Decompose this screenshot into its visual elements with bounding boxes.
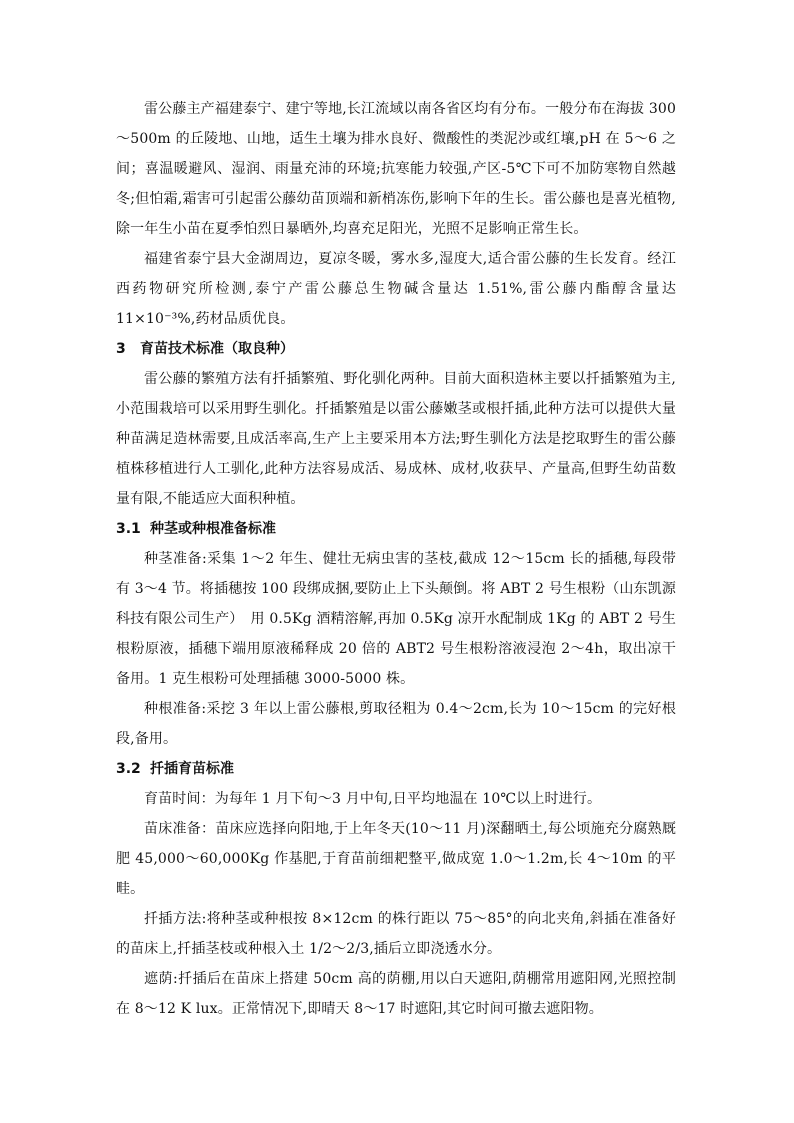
section-number: 3.1 — [116, 521, 141, 537]
paragraph-root-preparation: 种根准备:采挖 3 年以上雷公藤根,剪取径粗为 0.4～2cm,长为 10～15cm 的完好根段,备用。 — [116, 701, 676, 747]
paragraph-cutting-method: 扦插方法:将种茎或种根按 8×12cm 的株行距以 75～85°的向北夹角,斜插在准备好的苗床上,扦插茎枝或种根入土 1/2～2/3,插后立即浇透水分。 — [116, 911, 676, 957]
paragraph-taining-quality: 福建省泰宁县大金湖周边，夏凉冬暖，雾水多,湿度大,适合雷公藤的生长发育。经江西药物研究所检测,泰宁产雷公藤总生物碱含量达 1.51%,雷公藤内酯醇含量达 11×10⁻³%,药材品质优良。 — [116, 251, 676, 327]
section-heading-3 — [116, 334, 676, 364]
section-heading-3-2 — [116, 754, 676, 784]
paragraph-stem-preparation: 种茎准备:采集 1～2 年生、健壮无病虫害的茎枝,截成 12～15cm 长的插穗,每段带有 3～4 节。将插穗按 100 段绑成捆,要防止上下头颠倒。将 ABT 2 号生根粉（山东凯源科技有限公司生产） 用 0.5Kg 酒精溶解,再加 0.5Kg 凉开水配制成 1Kg 的 ABT 2 号生根粉原液，插穗下端用原液稀释成 20 倍的 ABT2 号生根粉溶液浸泡 2～4h，取出凉干备用。1 克生根粉可处理插穗 3000-5000 株。 — [116, 551, 676, 687]
paragraph-shading: 遮荫:扦插后在苗床上搭建 50cm 高的荫棚,用以白天遮阳,荫棚常用遮阳网,光照控制在 8～12 K lux。正常情况下,即晴天 8～17 时遮阳,其它时间可撤去遮阳物。 — [116, 971, 676, 1017]
document-page — [116, 94, 676, 1024]
section-number: 3 — [116, 341, 126, 357]
paragraph-seedbed-preparation: 苗床准备：苗床应选择向阳地,于上年冬天(10～11 月)深翻晒土,每公顷施充分腐熟厩肥 45,000～60,000Kg 作基肥,于育苗前细耙整平,做成宽 1.0～1.2m,长 4～10m 的平畦。 — [116, 821, 676, 897]
section-title: 种茎或种根准备标准 — [150, 521, 276, 537]
paragraph-distribution: 雷公藤主产福建泰宁、建宁等地,长江流域以南各省区均有分布。一般分布在海拔 300～500m 的丘陵地、山地，适生土壤为排水良好、微酸性的类泥沙或红壤,pH 在 5～6 之间；喜温暖避风、湿润、雨量充沛的环境;抗寒能力较强,产区-5℃下可不加防寒物自然越冬;但怕霜,霜害可引起雷公藤幼苗顶端和新梢冻伤,影响下年的生长。雷公藤也是喜光植物,除一年生小苗在夏季怕烈日暴晒外,均喜充足阳光，光照不足影响正常生长。 — [116, 101, 676, 237]
section-title: 扦插育苗标准 — [150, 761, 234, 777]
section-heading-3-1 — [116, 514, 676, 544]
paragraph-propagation-methods: 雷公藤的繁殖方法有扦插繁殖、野化驯化两种。目前大面积造林主要以扦插繁殖为主,小范围栽培可以采用野生驯化。扦插繁殖是以雷公藤嫩茎或根扦插,此种方法可以提供大量种苗满足造林需要,且成活率高,生产上主要采用本方法;野生驯化方法是挖取野生的雷公藤植株移植进行人工驯化,此种方法容易成活、易成林、成材,收获早、产量高,但野生幼苗数量有限,不能适应大面积种植。 — [116, 371, 676, 507]
paragraph-nursery-time: 育苗时间：为每年 1 月下旬～3 月中旬,日平均地温在 10℃以上时进行。 — [144, 791, 602, 807]
section-number: 3.2 — [116, 761, 141, 777]
section-title: 育苗技术标准（取良种） — [140, 341, 294, 357]
